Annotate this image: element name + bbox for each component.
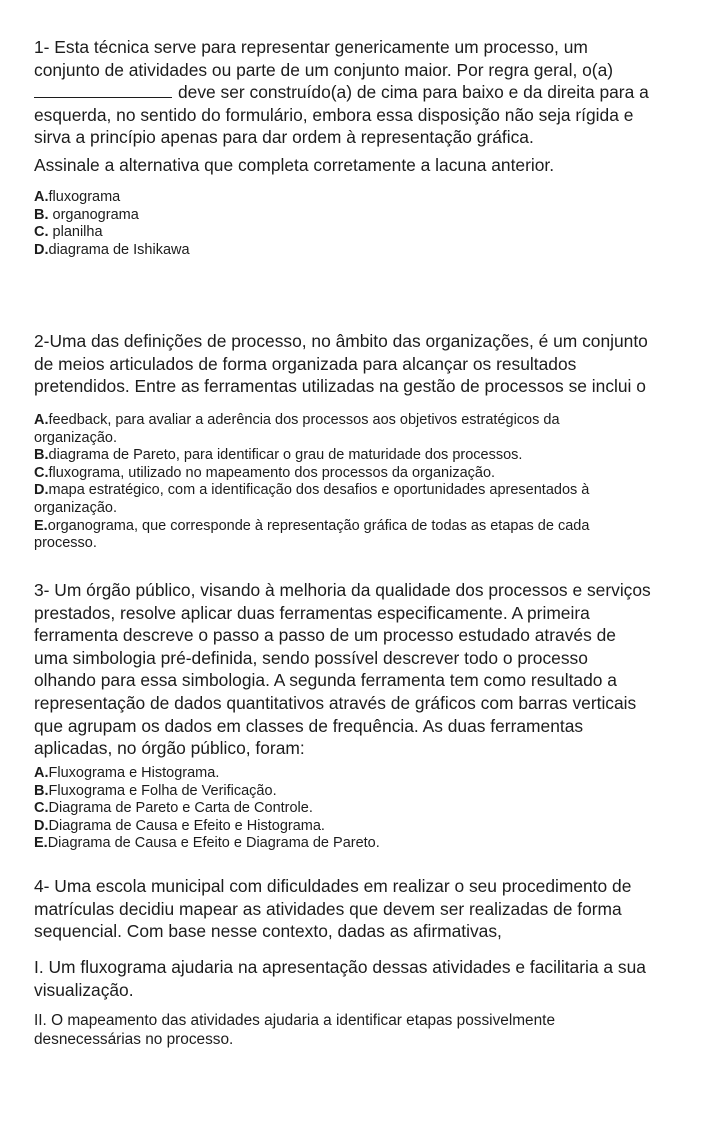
q3-line: uma simbologia pré-definida, sendo possível descrever todo o processo <box>34 647 588 668</box>
option-b[interactable]: B.Fluxograma e Folha de Verificação. <box>34 782 277 799</box>
q1-line-with-blank <box>34 81 694 104</box>
q1-line: 1- Esta técnica serve para representar genericamente um processo, um <box>34 37 588 57</box>
q1-instruction: Assinale a alternativa que completa corretamente a lacuna anterior. <box>34 155 555 175</box>
affirmative-1: I. Um fluxograma ajudaria na apresentação dessas atividades e facilitaria a sua visualização. <box>34 957 646 1000</box>
q4-line: 4- Uma escola municipal com dificuldades em realizar o seu procedimento de <box>34 876 632 896</box>
option-a[interactable]: A.fluxograma <box>34 189 121 205</box>
option-d[interactable]: D.diagrama de Ishikawa <box>34 241 190 258</box>
option-b[interactable]: B.diagrama de Pareto, para identificar o grau de maturidade dos processos. <box>34 447 523 464</box>
question-1-text <box>34 36 694 149</box>
option-b[interactable]: B. organograma <box>34 206 139 223</box>
q3-line: que agrupam os dados em classes de frequência. As duas ferramentas <box>34 715 584 736</box>
option-d[interactable]: D.mapa estratégico, com a identificação dos desafios e oportunidades apresentados à organização. <box>34 482 590 516</box>
q3-line: representação de dados quantitativos através de gráficos com barras verticais <box>34 692 637 713</box>
q2-line: de meios articulados de forma organizada para alcançar os resultados <box>34 353 577 374</box>
q3-line: aplicadas, no órgão público, foram: <box>34 738 305 759</box>
q1-line: esquerda, no sentido do formulário, embora essa disposição não seja rígida e <box>34 104 634 125</box>
q4-line: sequencial. Com base nesse contexto, dadas as afirmativas, <box>34 921 502 942</box>
option-e[interactable]: E.organograma, que corresponde à representação gráfica de todas as etapas de cada processo. <box>34 517 590 552</box>
question-4-text <box>34 875 699 943</box>
answer-blank <box>34 82 172 98</box>
affirmative-2: II. O mapeamento das atividades ajudaria a identificar etapas possivelmente desnecessárias no processo. <box>34 1012 556 1048</box>
q1-line: conjunto de atividades ou parte de um conjunto maior. Por regra geral, o(a) <box>34 59 614 80</box>
option-c[interactable]: C.Diagrama de Pareto e Carta de Controle. <box>34 800 313 817</box>
q2-line: 2-Uma das definições de processo, no âmbito das organizações, é um conjunto <box>34 331 648 351</box>
q2-line: pretendidos. Entre as ferramentas utilizadas na gestão de processos se inclui o <box>34 376 646 397</box>
q2-options <box>34 412 694 553</box>
q1-line: deve ser construído(a) de cima para baixo e da direita para a <box>178 82 649 103</box>
option-e[interactable]: E.Diagrama de Causa e Efeito e Diagrama de Pareto. <box>34 835 380 852</box>
option-d[interactable]: D.Diagrama de Causa e Efeito e Histograma. <box>34 817 325 834</box>
q3-line: ferramenta descreve o passo a passo de um processo estudado através de <box>34 625 616 646</box>
q4-line: matrículas decidiu mapear as atividades que devem ser realizadas de forma <box>34 898 622 919</box>
q3-line: prestados, resolve aplicar duas ferramentas especificamente. A primeira <box>34 602 590 623</box>
q3-options <box>34 765 380 853</box>
q3-line: 3- Um órgão público, visando à melhoria da qualidade dos processos e serviços <box>34 580 651 600</box>
option-c[interactable]: C. planilha <box>34 224 103 241</box>
q3-line: olhando para essa simbologia. A segunda ferramenta tem como resultado a <box>34 670 617 691</box>
question-3-text <box>34 579 699 760</box>
option-a[interactable]: A.Fluxograma e Histograma. <box>34 765 220 781</box>
option-a[interactable]: A.feedback, para avaliar a aderência dos processos aos objetivos estratégicos da organização. <box>34 412 560 446</box>
q1-options <box>34 189 190 259</box>
option-c[interactable]: C.fluxograma, utilizado no mapeamento dos processos da organização. <box>34 464 496 481</box>
question-2-text <box>34 330 699 398</box>
q1-line: sirva a princípio apenas para dar ordem à representação gráfica. <box>34 127 534 148</box>
